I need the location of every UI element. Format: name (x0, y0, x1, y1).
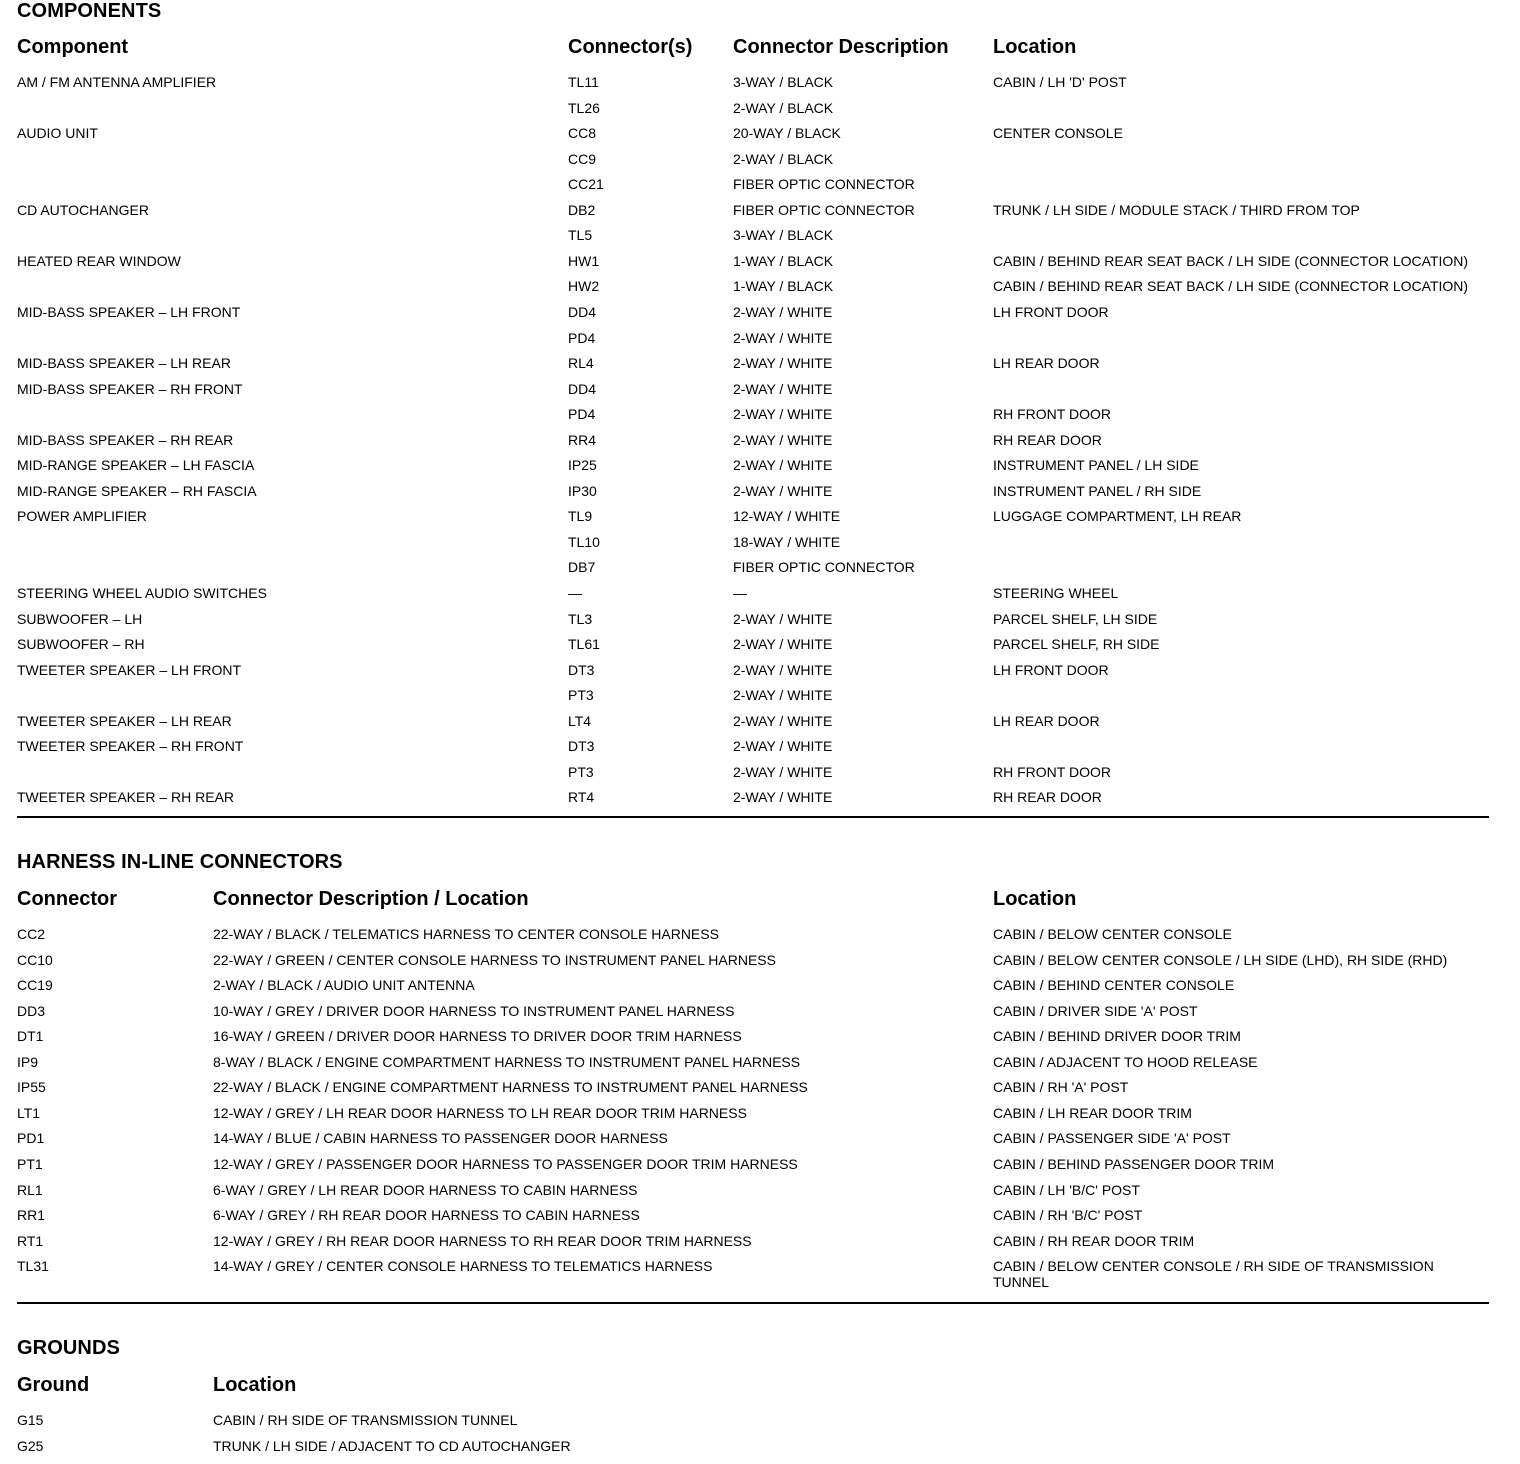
components-cell-connector: TL3 (568, 610, 593, 627)
table-row (0, 1233, 1520, 1259)
harness-cell-connector: PD1 (17, 1130, 45, 1147)
components-cell-location: RH REAR DOOR (993, 431, 1102, 448)
components-cell-description: 2-WAY / WHITE (733, 610, 833, 627)
harness-cell-location: CABIN / ADJACENT TO HOOD RELEASE (993, 1053, 1258, 1070)
components-cell-component: MID-RANGE SPEAKER – RH FASCIA (17, 482, 257, 499)
components-cell-location: CABIN / BEHIND REAR SEAT BACK / LH SIDE (CONNECTOR LOCATION) (993, 252, 1469, 269)
table-row (0, 636, 1520, 662)
table-row (0, 483, 1520, 509)
components-cell-connector: DD4 (568, 303, 597, 320)
harness-cell-location: CABIN / RH 'B/C' POST (993, 1207, 1143, 1224)
components-cell-component: STEERING WHEEL AUDIO SWITCHES (17, 585, 267, 601)
components-cell-connector: LT4 (568, 712, 592, 729)
table-row (0, 585, 1520, 611)
grounds-cell-location: TRUNK / LH SIDE / ADJACENT TO CD AUTOCHANGER (213, 1437, 571, 1454)
grounds-cell-location: CABIN / RH SIDE OF TRANSMISSION TUNNEL (213, 1412, 518, 1428)
components-cell-description: 20-WAY / BLACK (733, 125, 841, 142)
components-cell-description: FIBER OPTIC CONNECTOR (733, 176, 915, 193)
harness-cell-connector: CC10 (17, 951, 53, 968)
table-row (0, 559, 1520, 585)
components-cell-component: SUBWOOFER – LH (17, 610, 143, 627)
table-row (0, 662, 1520, 688)
harness-cell-connector: RL1 (17, 1181, 43, 1198)
components-cell-connector: PT3 (568, 763, 594, 780)
table-row (0, 1105, 1520, 1131)
harness-cell-description: 6-WAY / GREY / LH REAR DOOR HARNESS TO CABIN HARNESS (213, 1181, 638, 1198)
table-row (0, 202, 1520, 228)
components-cell-description: 2-WAY / WHITE (733, 329, 833, 346)
table-row (0, 1207, 1520, 1233)
table-row (0, 977, 1520, 1003)
components-cell-connector: CC9 (568, 150, 597, 167)
components-cell-location: LH REAR DOOR (993, 355, 1100, 372)
components-cell-description: 2-WAY / WHITE (733, 661, 833, 678)
harness-cell-connector: LT1 (17, 1104, 41, 1121)
harness-cell-description: 14-WAY / GREY / CENTER CONSOLE HARNESS TO TELEMATICS HARNESS (213, 1258, 713, 1275)
table-row (0, 1130, 1520, 1156)
table-row (0, 1156, 1520, 1182)
harness-cell-connector: CC19 (17, 977, 53, 994)
harness-header-description: Connector Description / Location (213, 888, 529, 910)
components-cell-component: AUDIO UNIT (17, 125, 98, 142)
harness-cell-description: 16-WAY / GREEN / DRIVER DOOR HARNESS TO DRIVER DOOR TRIM HARNESS (213, 1028, 742, 1045)
components-cell-component: POWER AMPLIFIER (17, 508, 147, 525)
grounds-header-ground: Ground (17, 1374, 90, 1396)
components-cell-connector: PD4 (568, 406, 596, 423)
components-cell-connector: DT3 (568, 738, 595, 755)
components-cell-description: 2-WAY / WHITE (733, 406, 833, 423)
table-row (0, 1412, 1520, 1438)
table-row (0, 926, 1520, 952)
components-cell-location: RH FRONT DOOR (993, 406, 1111, 423)
harness-cell-description: 2-WAY / BLACK / AUDIO UNIT ANTENNA (213, 977, 475, 994)
components-cell-connector: PD4 (568, 329, 596, 346)
components-cell-component: CD AUTOCHANGER (17, 201, 149, 218)
components-header-description: Connector Description (733, 36, 949, 58)
components-cell-description: 2-WAY / WHITE (733, 763, 833, 780)
harness-cell-description: 22-WAY / GREEN / CENTER CONSOLE HARNESS TO INSTRUMENT PANEL HARNESS (213, 951, 776, 968)
components-cell-connector: — (568, 585, 582, 601)
table-row (0, 764, 1520, 790)
components-cell-description: 2-WAY / WHITE (733, 687, 833, 704)
table-row (0, 1438, 1520, 1464)
components-cell-component: TWEETER SPEAKER – LH REAR (17, 712, 232, 729)
harness-cell-connector: PT1 (17, 1155, 43, 1172)
components-cell-description: 2-WAY / WHITE (733, 303, 833, 320)
components-cell-description: 18-WAY / WHITE (733, 533, 841, 550)
harness-cell-description: 6-WAY / GREY / RH REAR DOOR HARNESS TO CABIN HARNESS (213, 1207, 640, 1224)
harness-cell-connector: RR1 (17, 1207, 46, 1224)
harness-cell-connector: IP55 (17, 1079, 46, 1096)
harness-cell-description: 22-WAY / BLACK / ENGINE COMPARTMENT HARNESS TO INSTRUMENT PANEL HARNESS (213, 1079, 808, 1096)
components-cell-description: 2-WAY / WHITE (733, 738, 833, 755)
components-cell-description: FIBER OPTIC CONNECTOR (733, 559, 915, 576)
components-cell-component: MID-BASS SPEAKER – LH REAR (17, 355, 231, 372)
table-row (0, 789, 1520, 815)
components-cell-location: RH FRONT DOOR (993, 763, 1111, 780)
components-cell-description: 3-WAY / BLACK (733, 227, 834, 244)
harness-cell-connector: TL31 (17, 1258, 49, 1275)
harness-cell-description: 10-WAY / GREY / DRIVER DOOR HARNESS TO INSTRUMENT PANEL HARNESS (213, 1002, 735, 1019)
harness-cell-location: CABIN / BELOW CENTER CONSOLE / RH SIDE OF TRANSMISSION TUNNEL (993, 1258, 1434, 1291)
harness-cell-location: CABIN / LH 'B/C' POST (993, 1181, 1140, 1198)
components-cell-location: STEERING WHEEL (993, 585, 1119, 601)
components-cell-description: 2-WAY / WHITE (733, 355, 833, 372)
table-row (0, 432, 1520, 458)
table-row (0, 738, 1520, 764)
components-cell-connector: RR4 (568, 431, 597, 448)
components-cell-connector: PT3 (568, 687, 594, 704)
components-cell-connector: TL9 (568, 508, 593, 525)
components-cell-description: 2-WAY / WHITE (733, 431, 833, 448)
components-cell-description: 2-WAY / WHITE (733, 457, 833, 474)
table-row (0, 74, 1520, 100)
harness-header-connector: Connector (17, 888, 117, 910)
components-cell-connector: TL26 (568, 99, 600, 116)
harness-cell-connector: IP9 (17, 1053, 39, 1070)
components-cell-description: FIBER OPTIC CONNECTOR (733, 201, 915, 218)
components-cell-location: LH REAR DOOR (993, 712, 1100, 729)
components-cell-component: MID-BASS SPEAKER – LH FRONT (17, 303, 241, 320)
components-cell-location: INSTRUMENT PANEL / LH SIDE (993, 457, 1199, 474)
components-cell-connector: TL61 (568, 636, 600, 653)
table-row (0, 1003, 1520, 1029)
harness-cell-location: CABIN / LH REAR DOOR TRIM (993, 1104, 1192, 1121)
table-row (0, 508, 1520, 534)
components-header-connectors: Connector(s) (568, 36, 693, 58)
harness-cell-connector: RT1 (17, 1232, 44, 1249)
grounds-cell-ground: G25 (17, 1437, 44, 1454)
components-cell-connector: DD4 (568, 380, 597, 397)
section-divider (17, 1302, 1489, 1304)
harness-cell-location: CABIN / BEHIND DRIVER DOOR TRIM (993, 1028, 1241, 1045)
harness-cell-description: 12-WAY / GREY / LH REAR DOOR HARNESS TO LH REAR DOOR TRIM HARNESS (213, 1104, 747, 1121)
components-cell-connector: CC8 (568, 125, 597, 142)
table-row (0, 611, 1520, 637)
section-divider (17, 816, 1489, 818)
components-cell-location: LUGGAGE COMPARTMENT, LH REAR (993, 508, 1242, 525)
table-row (0, 534, 1520, 560)
components-cell-description: 1-WAY / BLACK (733, 252, 834, 269)
components-cell-location: LH FRONT DOOR (993, 303, 1109, 320)
harness-cell-description: 12-WAY / GREY / PASSENGER DOOR HARNESS TO PASSENGER DOOR TRIM HARNESS (213, 1155, 798, 1172)
components-title: COMPONENTS (17, 0, 162, 22)
harness-cell-location: CABIN / BEHIND PASSENGER DOOR TRIM (993, 1155, 1275, 1172)
table-row (0, 713, 1520, 739)
table-row (0, 1258, 1520, 1291)
components-cell-connector: TL10 (568, 533, 600, 550)
components-cell-description: 2-WAY / WHITE (733, 636, 833, 653)
harness-cell-description: 22-WAY / BLACK / TELEMATICS HARNESS TO CENTER CONSOLE HARNESS (213, 926, 719, 942)
harness-cell-description: 12-WAY / GREY / RH REAR DOOR HARNESS TO RH REAR DOOR TRIM HARNESS (213, 1232, 752, 1249)
components-cell-description: 12-WAY / WHITE (733, 508, 841, 525)
components-cell-location: LH FRONT DOOR (993, 661, 1109, 678)
components-cell-location: CENTER CONSOLE (993, 125, 1123, 142)
components-cell-connector: HW1 (568, 252, 600, 269)
harness-cell-connector: DD3 (17, 1002, 46, 1019)
components-cell-component: SUBWOOFER – RH (17, 636, 145, 653)
table-row (0, 330, 1520, 356)
components-cell-connector: DB2 (568, 201, 596, 218)
table-row (0, 1079, 1520, 1105)
components-cell-description: 3-WAY / BLACK (733, 74, 834, 90)
harness-cell-location: CABIN / RH 'A' POST (993, 1079, 1129, 1096)
components-cell-connector: TL5 (568, 227, 593, 244)
table-row (0, 406, 1520, 432)
table-row (0, 1054, 1520, 1080)
harness-cell-location: CABIN / DRIVER SIDE 'A' POST (993, 1002, 1198, 1019)
components-cell-component: AM / FM ANTENNA AMPLIFIER (17, 74, 217, 90)
table-row (0, 227, 1520, 253)
components-cell-connector: IP25 (568, 457, 597, 474)
components-cell-description: 2-WAY / BLACK (733, 99, 834, 116)
components-cell-component: HEATED REAR WINDOW (17, 252, 181, 269)
components-cell-component: MID-BASS SPEAKER – RH REAR (17, 431, 234, 448)
components-cell-location: PARCEL SHELF, LH SIDE (993, 610, 1158, 627)
components-cell-location: RH REAR DOOR (993, 789, 1102, 806)
table-row (0, 253, 1520, 279)
components-cell-location: INSTRUMENT PANEL / RH SIDE (993, 482, 1202, 499)
harness-cell-description: 14-WAY / BLUE / CABIN HARNESS TO PASSENGER DOOR HARNESS (213, 1130, 668, 1147)
harness-cell-location: CABIN / RH REAR DOOR TRIM (993, 1232, 1195, 1249)
table-row (0, 278, 1520, 304)
table-row (0, 100, 1520, 126)
table-row (0, 176, 1520, 202)
components-cell-description: 1-WAY / BLACK (733, 278, 834, 295)
components-cell-description: — (733, 585, 747, 601)
components-cell-component: MID-RANGE SPEAKER – LH FASCIA (17, 457, 255, 474)
harness-cell-connector: DT1 (17, 1028, 44, 1045)
grounds-cell-ground: G15 (17, 1412, 44, 1428)
table-row (0, 457, 1520, 483)
components-header-component: Component (17, 36, 129, 58)
harness-cell-connector: CC2 (17, 926, 46, 942)
components-cell-connector: RL4 (568, 355, 594, 372)
harness-cell-location: CABIN / BELOW CENTER CONSOLE / LH SIDE (LHD), RH SIDE (RHD) (993, 951, 1448, 968)
components-cell-description: 2-WAY / WHITE (733, 380, 833, 397)
table-row (0, 952, 1520, 978)
components-cell-location: TRUNK / LH SIDE / MODULE STACK / THIRD FROM TOP (993, 201, 1360, 218)
components-cell-connector: DB7 (568, 559, 596, 576)
table-row (0, 1182, 1520, 1208)
components-cell-location: CABIN / LH 'D' POST (993, 74, 1127, 90)
components-cell-location: CABIN / BEHIND REAR SEAT BACK / LH SIDE (CONNECTOR LOCATION) (993, 278, 1469, 295)
components-cell-connector: CC21 (568, 176, 604, 193)
harness-header-location: Location (993, 888, 1077, 910)
components-cell-location: PARCEL SHELF, RH SIDE (993, 636, 1160, 653)
grounds-title: GROUNDS (17, 1337, 120, 1359)
components-cell-component: TWEETER SPEAKER – LH FRONT (17, 661, 242, 678)
components-cell-description: 2-WAY / WHITE (733, 712, 833, 729)
grounds-header-location: Location (213, 1374, 297, 1396)
table-row (0, 151, 1520, 177)
harness-cell-description: 8-WAY / BLACK / ENGINE COMPARTMENT HARNESS TO INSTRUMENT PANEL HARNESS (213, 1053, 801, 1070)
components-cell-connector: DT3 (568, 661, 595, 678)
harness-title: HARNESS IN-LINE CONNECTORS (17, 851, 343, 873)
harness-cell-location: CABIN / PASSENGER SIDE 'A' POST (993, 1130, 1231, 1147)
components-cell-connector: IP30 (568, 482, 597, 499)
components-cell-component: TWEETER SPEAKER – RH FRONT (17, 738, 244, 755)
table-row (0, 304, 1520, 330)
components-cell-connector: TL11 (568, 74, 599, 90)
components-cell-connector: RT4 (568, 789, 595, 806)
harness-cell-location: CABIN / BEHIND CENTER CONSOLE (993, 977, 1235, 994)
components-cell-description: 2-WAY / WHITE (733, 789, 833, 806)
components-cell-description: 2-WAY / BLACK (733, 150, 834, 167)
harness-cell-location: CABIN / BELOW CENTER CONSOLE (993, 926, 1232, 942)
table-row (0, 1028, 1520, 1054)
components-cell-component: TWEETER SPEAKER – RH REAR (17, 789, 235, 806)
components-cell-connector: HW2 (568, 278, 600, 295)
table-row (0, 381, 1520, 407)
components-cell-component: MID-BASS SPEAKER – RH FRONT (17, 380, 243, 397)
table-row (0, 125, 1520, 151)
components-header-location: Location (993, 36, 1077, 58)
table-row (0, 355, 1520, 381)
components-cell-description: 2-WAY / WHITE (733, 482, 833, 499)
table-row (0, 687, 1520, 713)
